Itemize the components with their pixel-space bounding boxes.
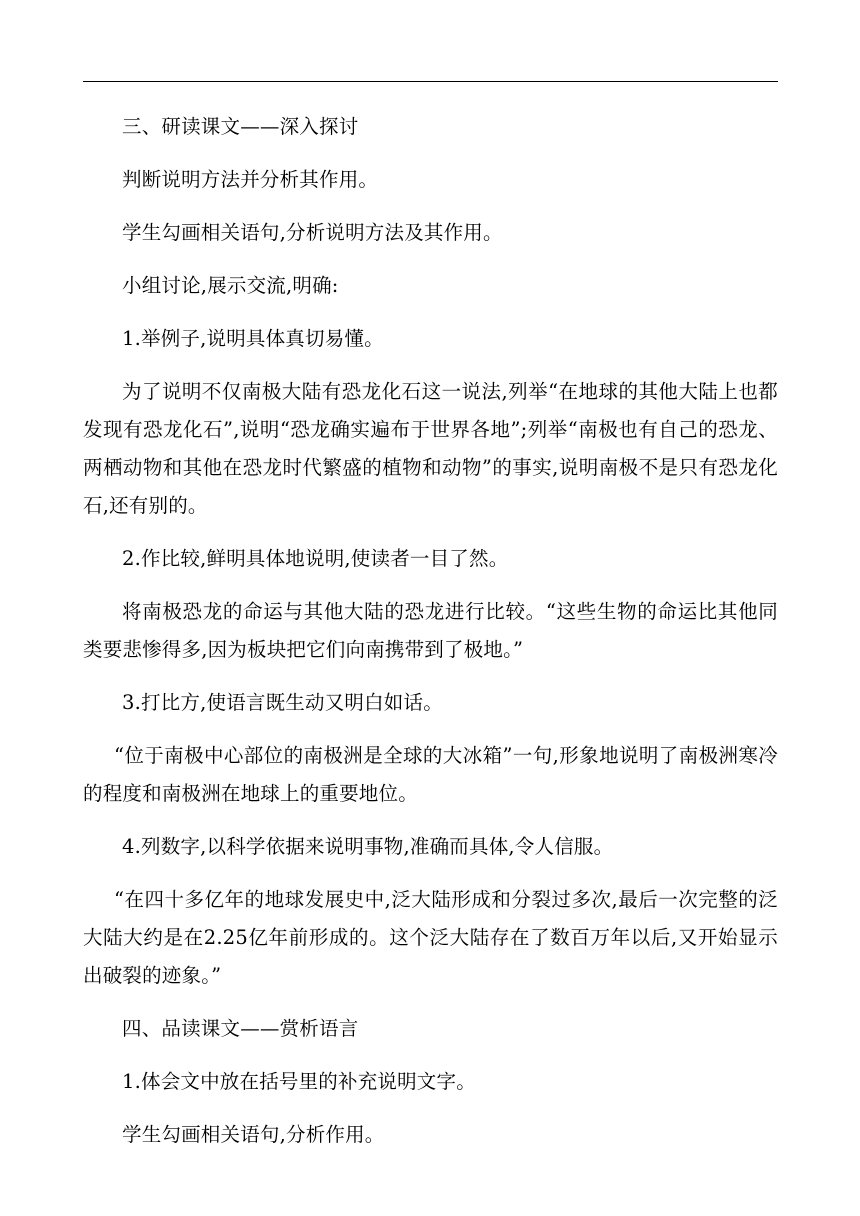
discussion-text: 小组讨论,展示交流,明确: (122, 274, 339, 297)
section-heading: 三、研读课文——深入探讨 (122, 115, 359, 138)
method-heading: 2.作比较,鲜明具体地说明,使读者一目了然。 (122, 547, 509, 570)
task-text: 判断说明方法并分析其作用。 (122, 168, 379, 191)
section-heading: 四、品读课文——赏析语言 (122, 1017, 359, 1040)
method-explanation: 为了说明不仅南极大陆有恐龙化石这一说法,列举“在地球的其他大陆上也都发现有恐龙化石”,说明“恐龙确实遍布于世界各地”;列举“南极也有自己的恐龙、两栖动物和其他在恐龙时代繁盛的植物和动物”的事实,说明南极不是只有恐龙化石,还有别的。 (83, 380, 778, 517)
method-heading: 4.列数字,以科学依据来说明事物,准确而具体,令人信服。 (122, 835, 614, 858)
method-explanation: 将南极恐龙的命运与其他大陆的恐龙进行比较。“这些生物的命运比其他同类要悲惨得多,因为板块把它们向南携带到了极地。” (83, 600, 778, 661)
student-activity: 学生勾画相关语句,分析说明方法及其作用。 (122, 221, 503, 244)
method-heading: 3.打比方,使语言既生动又明白如话。 (122, 691, 443, 714)
header-rule (83, 81, 778, 82)
method-heading: 1.举例子,说明具体真切易懂。 (122, 327, 384, 350)
method-explanation: “位于南极中心部位的南极洲是全球的大冰箱”一句,形象地说明了南极洲寒冷的程度和南极洲在地球上的重要地位。 (83, 744, 778, 805)
student-activity: 学生勾画相关语句,分析作用。 (122, 1123, 385, 1146)
method-explanation: “在四十多亿年的地球发展史中,泛大陆形成和分裂过多次,最后一次完整的泛大陆大约是在2.25亿年前形成的。这个泛大陆存在了数百万年以后,又开始显示出破裂的迹象。” (83, 888, 778, 987)
document-body (83, 108, 778, 1169)
subsection-heading: 1.体会文中放在括号里的补充说明文字。 (122, 1070, 476, 1093)
